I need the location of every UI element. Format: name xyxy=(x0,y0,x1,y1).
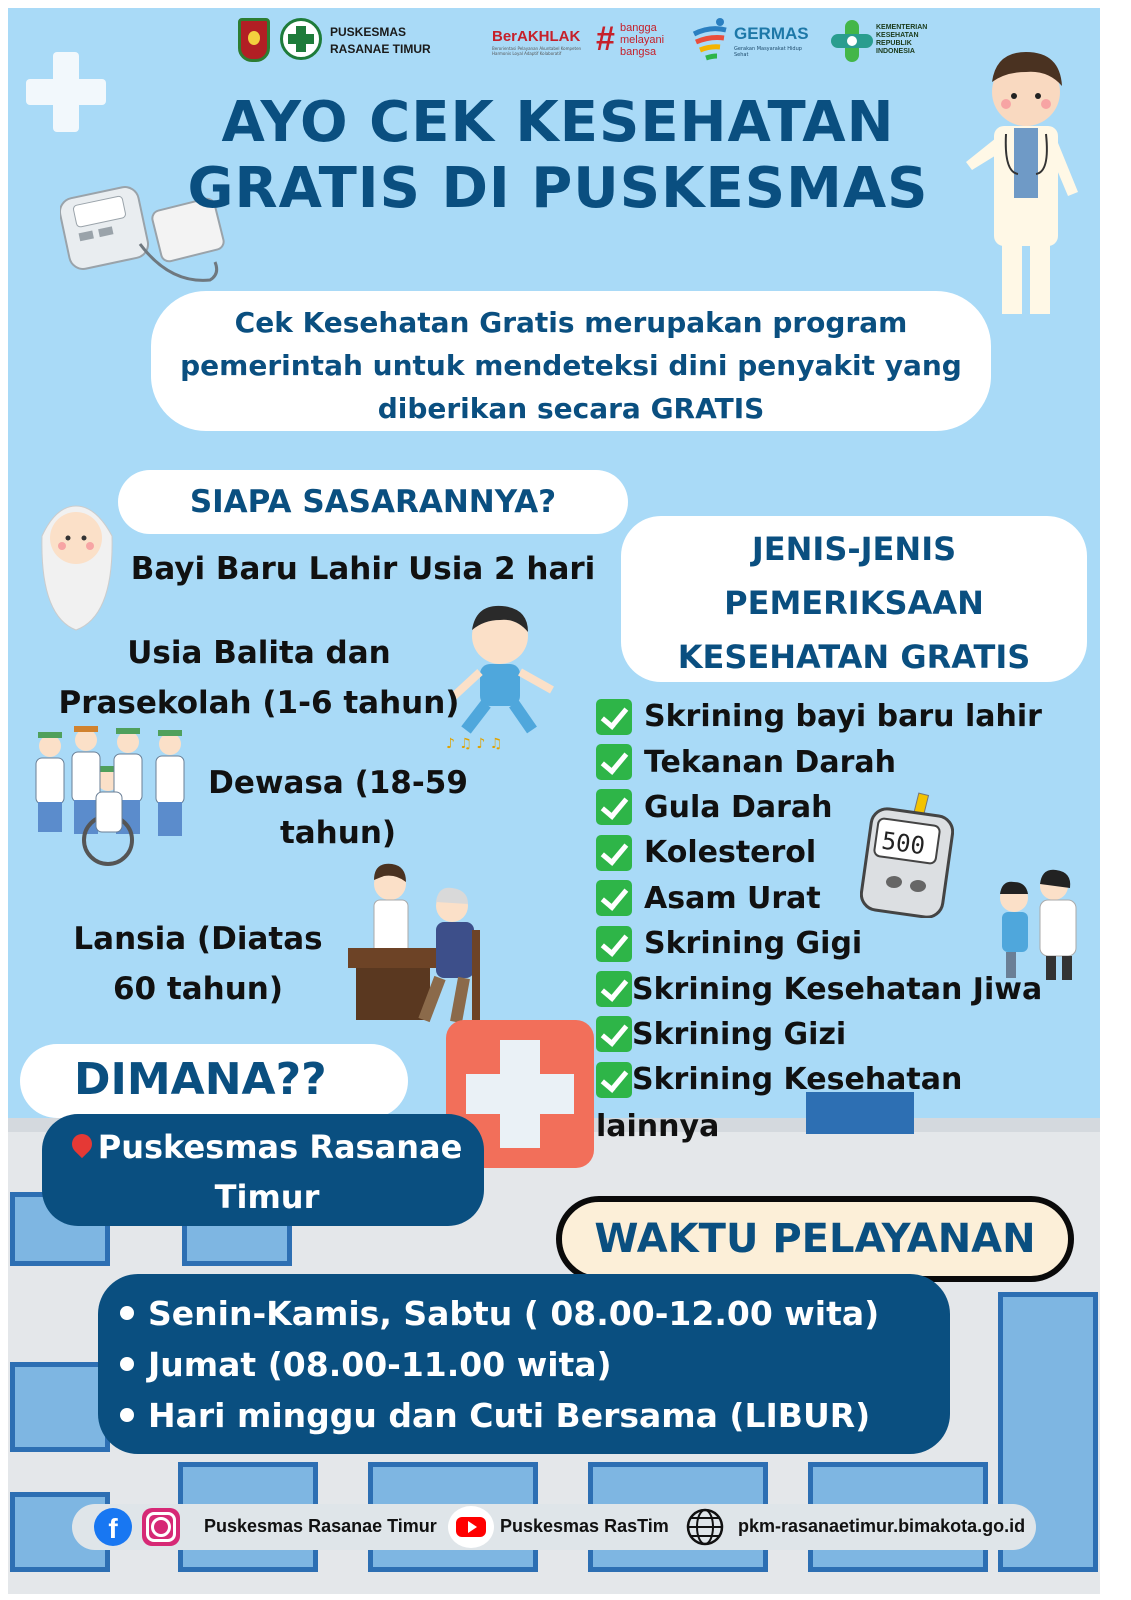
svg-text:♪ ♫ ♪ ♫: ♪ ♫ ♪ ♫ xyxy=(446,736,503,752)
elderly-checkup-illustration xyxy=(344,860,494,1038)
check-icon xyxy=(596,971,632,1007)
list-item xyxy=(596,739,1096,784)
footer xyxy=(72,1504,1036,1550)
location-heading-box xyxy=(20,1044,408,1118)
page-title: AYO CEK KESEHATAN GRATIS DI PUSKESMAS xyxy=(187,90,929,221)
pemda-emblem xyxy=(238,18,270,62)
location-heading: DIMANA?? xyxy=(74,1054,327,1105)
poster xyxy=(8,8,1100,1594)
logo-bar xyxy=(8,16,1100,72)
kemenkes-logo-text: KEMENTERIAN KESEHATAN REPUBLIK INDONESIA xyxy=(876,24,928,55)
plus-decoration-icon xyxy=(26,52,106,132)
list-item xyxy=(596,785,1096,830)
baby-illustration xyxy=(36,496,118,632)
check-icon xyxy=(596,789,632,825)
schedule-text: Senin-Kamis, Sabtu ( 08.00-12.00 wita) xyxy=(148,1294,880,1333)
location-pin-icon xyxy=(68,1130,96,1158)
exam-label: Skrining Kesehatan xyxy=(632,1062,963,1098)
location-box xyxy=(42,1114,484,1226)
schedule-text: Hari minggu dan Cuti Bersama (LIBUR) xyxy=(148,1396,871,1435)
target-newborn: Bayi Baru Lahir Usia 2 hari xyxy=(130,551,596,587)
targets-heading: SIAPA SASARANNYA? xyxy=(189,484,557,520)
puskesmas-logo-text: PUSKESMAS RASANAE TIMUR xyxy=(330,25,431,56)
description-text: Cek Kesehatan Gratis merupakan program pemerintah untuk mendeteksi dini penyakit yang diberikan secara GRATIS xyxy=(180,306,962,425)
hashtag-mark: # xyxy=(596,20,615,58)
list-item xyxy=(120,1339,879,1390)
target-toddler: Usia Balita dan Prasekolah (1-6 tahun) xyxy=(58,635,460,721)
service-hours-heading: WAKTU PELAYANAN xyxy=(594,1216,1036,1262)
list-item xyxy=(120,1288,879,1339)
exam-label: Skrining Gizi xyxy=(632,1016,847,1052)
berakhlak-tagline: Berorientasi Pelayanan Akuntabel Kompeten Harmonis Loyal Adaptif Kolaboratif xyxy=(492,46,582,56)
exams-heading-box xyxy=(621,516,1087,682)
adults-group-illustration xyxy=(24,724,198,870)
schedule-text: Jumat (08.00-11.00 wita) xyxy=(148,1345,612,1384)
building-window xyxy=(10,1362,110,1452)
location-place: Puskesmas Rasanae Timur xyxy=(97,1128,463,1216)
service-hours-heading-box xyxy=(556,1196,1074,1282)
exam-label-continuation: lainnya xyxy=(596,1109,720,1144)
check-icon xyxy=(596,744,632,780)
exam-label: Asam Urat xyxy=(644,880,821,916)
germas-logo: GERMAS xyxy=(734,24,809,43)
list-item xyxy=(596,830,1096,875)
exam-label: Skrining bayi baru lahir xyxy=(644,699,1042,735)
kemenkes-icon xyxy=(830,18,874,64)
list-item xyxy=(596,966,1096,1011)
check-icon xyxy=(596,926,632,962)
check-icon xyxy=(596,835,632,871)
list-item xyxy=(596,694,1096,739)
exam-label: Tekanan Darah xyxy=(644,744,896,780)
exams-heading: JENIS-JENIS PEMERIKSAAN KESEHATAN GRATIS xyxy=(677,530,1031,676)
exam-checklist xyxy=(596,694,1096,1103)
check-icon xyxy=(596,880,632,916)
location-text xyxy=(46,1122,488,1222)
list-item xyxy=(120,1390,879,1441)
check-icon xyxy=(596,1062,632,1098)
exam-label: Skrining Gigi xyxy=(644,926,863,962)
description-box xyxy=(151,291,991,431)
website-link[interactable]: pkm-rasanaetimur.bimakota.go.id xyxy=(738,1516,1026,1536)
bangga-melayani-logo: bangga melayani bangsa xyxy=(620,22,665,58)
target-adult: Dewasa (18-59 tahun) xyxy=(208,765,468,851)
youtube-channel-name[interactable]: Puskesmas RasTim xyxy=(500,1516,669,1536)
bullet-icon xyxy=(120,1408,134,1422)
list-item xyxy=(596,921,1096,966)
instagram-icon[interactable] xyxy=(142,1508,180,1546)
germas-icon xyxy=(690,16,730,64)
list-item xyxy=(596,876,1096,921)
berakhlak-logo: BerAKHLAK xyxy=(492,28,581,45)
target-elderly: Lansia (Diatas 60 tahun) xyxy=(73,921,323,1007)
facebook-icon[interactable]: f xyxy=(94,1508,132,1546)
bullet-icon xyxy=(120,1306,134,1320)
glucometer-reading: 500 xyxy=(879,826,927,861)
schedule-box xyxy=(98,1274,950,1454)
puskesmas-logo xyxy=(280,18,322,60)
check-icon xyxy=(596,1016,632,1052)
list-item xyxy=(596,1057,1096,1102)
bullet-icon xyxy=(120,1357,134,1371)
youtube-icon[interactable] xyxy=(448,1506,494,1548)
exam-label: Kolesterol xyxy=(644,835,817,871)
globe-icon[interactable] xyxy=(684,1506,726,1548)
social-account-name[interactable]: Puskesmas Rasanae Timur xyxy=(204,1516,437,1536)
check-icon xyxy=(596,699,632,735)
targets-heading-box xyxy=(118,470,628,534)
exam-label: Skrining Kesehatan Jiwa xyxy=(632,971,1043,1007)
list-item xyxy=(596,1012,1096,1057)
doctor-illustration xyxy=(956,42,1096,324)
exam-label: Gula Darah xyxy=(644,789,833,825)
germas-tagline: Gerakan Masyarakat Hidup Sehat xyxy=(734,46,802,58)
schedule-list xyxy=(120,1288,879,1441)
